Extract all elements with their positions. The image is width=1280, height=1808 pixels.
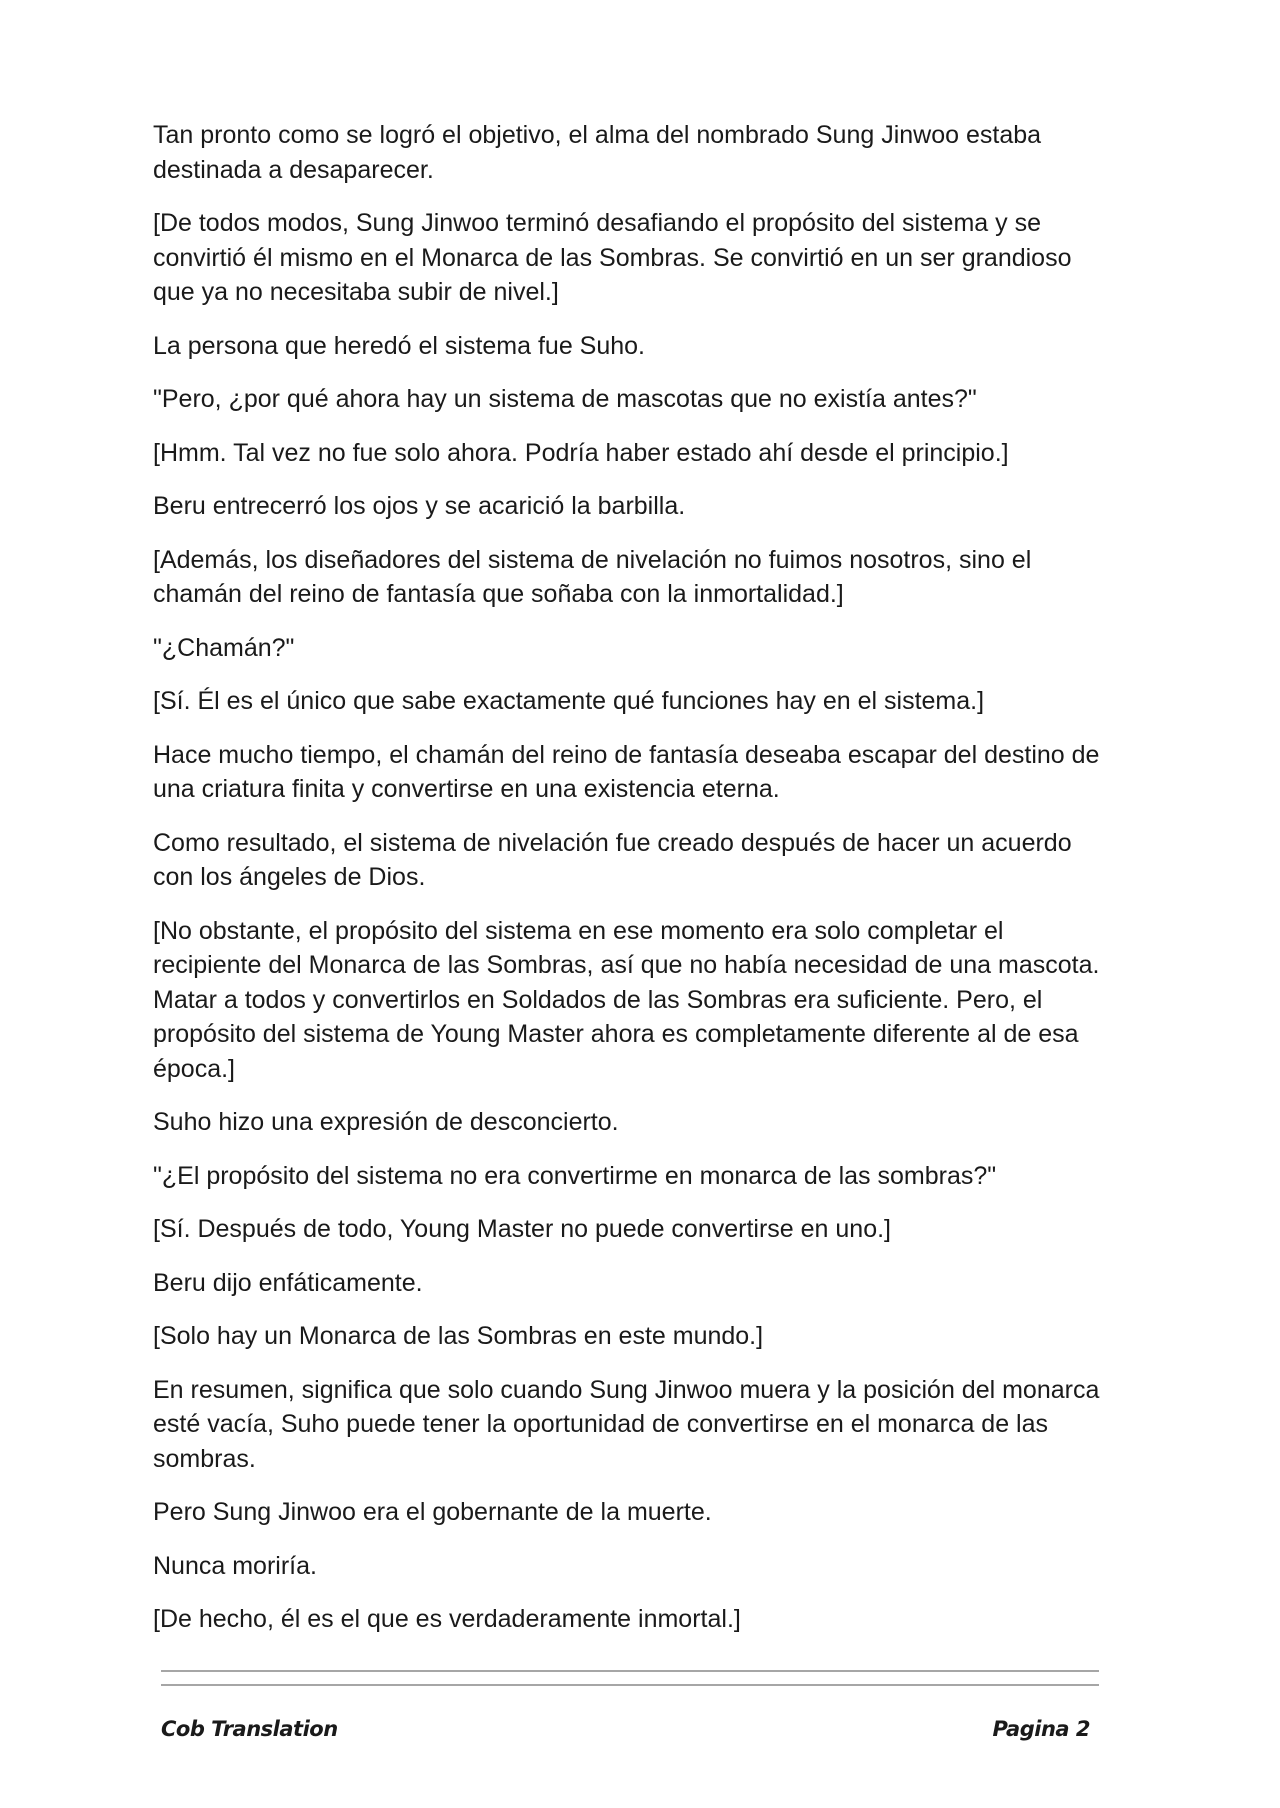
paragraph: Tan pronto como se logró el objetivo, el alma del nombrado Sung Jinwoo estaba destinada a desaparecer.	[153, 121, 1042, 184]
footer-divider-top	[161, 1670, 1099, 1672]
paragraph: Suho hizo una expresión de desconcierto.	[153, 1108, 619, 1136]
paragraph: La persona que heredó el sistema fue Suho.	[153, 331, 646, 360]
paragraph: [Solo hay un Monarca de las Sombras en este mundo.]	[153, 1322, 764, 1350]
paragraph: Pero Sung Jinwoo era el gobernante de la muerte.	[153, 1498, 712, 1526]
paragraph: [Sí. Él es el único que sabe exactamente qué funciones hay en el sistema.]	[153, 687, 985, 715]
paragraph: Hace mucho tiempo, el chamán del reino de fantasía deseaba escapar del destino de una criatura finita y convertirse en una existencia eterna.	[153, 740, 1100, 803]
paragraph: En resumen, significa que solo cuando Sung Jinwoo muera y la posición del monarca esté vacía, Suho puede tener la oportunidad de convertirse en el monarca de las sombras.	[153, 1375, 1100, 1473]
paragraph: [Hmm. Tal vez no fue solo ahora. Podría haber estado ahí desde el principio.]	[153, 438, 1009, 467]
paragraph: [De hecho, él es el que es verdaderamente inmortal.]	[153, 1605, 741, 1633]
paragraph: [De todos modos, Sung Jinwoo terminó desafiando el propósito del sistema y se convirtió él mismo en el Monarca de las Sombras. Se convirtió en un ser grandioso que ya no necesitaba subir de nivel.]	[153, 209, 1072, 306]
paragraph: Como resultado, el sistema de nivelación fue creado después de hacer un acuerdo con los ángeles de Dios.	[153, 828, 1072, 891]
footer-divider-bottom	[161, 1684, 1099, 1686]
page-number: Pagina 2	[992, 1717, 1090, 1741]
body-text	[153, 118, 1113, 1656]
footer-credit: Cob Translation	[161, 1717, 338, 1741]
paragraph: [Además, los diseñadores del sistema de nivelación no fuimos nosotros, sino el chamán del reino de fantasía que soñaba con la inmortalidad.]	[153, 545, 1032, 608]
paragraph: Nunca moriría.	[153, 1551, 317, 1580]
paragraph: Beru entrecerró los ojos y se acarició la barbilla.	[153, 492, 686, 520]
paragraph: [No obstante, el propósito del sistema en ese momento era solo completar el recipiente del Monarca de las Sombras, así que no había necesidad de una mascota. Matar a todos y convertirlos en Soldados de las Sombras era suficiente. Pero, el propósito del sistema de Young Master ahora es completamente diferente al de esa época.]	[153, 916, 1100, 1083]
paragraph: [Sí. Después de todo, Young Master no puede convertirse en uno.]	[153, 1215, 892, 1243]
paragraph: "Pero, ¿por qué ahora hay un sistema de mascotas que no existía antes?"	[153, 385, 977, 413]
paragraph: "¿El propósito del sistema no era convertirme en monarca de las sombras?"	[153, 1161, 997, 1190]
paragraph: "¿Chamán?"	[153, 633, 295, 662]
paragraph: Beru dijo enfáticamente.	[153, 1268, 423, 1297]
